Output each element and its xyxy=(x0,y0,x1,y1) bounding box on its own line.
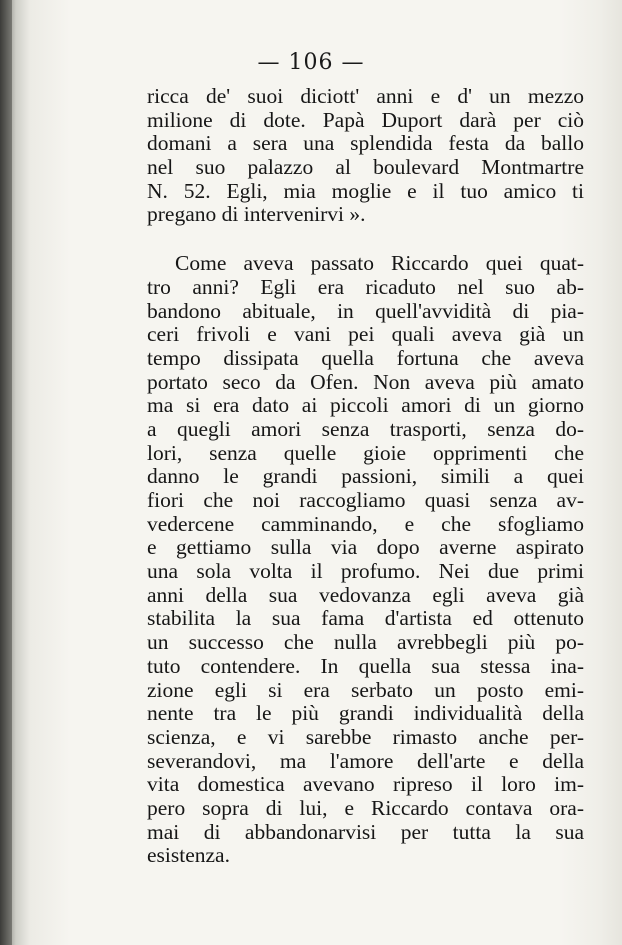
text-line: portato seco da Ofen. Non aveva più amato xyxy=(147,369,584,394)
text-line: N. 52. Egli, mia moglie e il tuo amico ti xyxy=(147,178,584,203)
text-line: ricca de' suoi diciott' anni e d' un mezzo xyxy=(147,84,584,108)
text-line: vita domestica avevano ripreso il loro im- xyxy=(147,772,584,797)
text-line: scienza, e vi sarebbe rimasto anche per- xyxy=(147,724,584,749)
text-line: severandovi, ma l'amore dell'arte e della xyxy=(147,748,584,773)
text-line: ma si era dato ai piccoli amori di un giorno xyxy=(147,393,584,418)
text-line: e gettiamo sulla via dopo averne aspirato xyxy=(147,535,584,560)
text-line: danno le grandi passioni, simili a quei xyxy=(147,464,584,489)
text-line: stabilita la sua fama d'artista ed ottenuto xyxy=(147,606,584,631)
paragraph xyxy=(147,252,584,868)
body-text xyxy=(147,85,584,868)
text-line: zione egli si era serbato un posto emi- xyxy=(147,677,584,702)
text-line: nente tra le più grandi individualità della xyxy=(147,701,584,726)
text-line: Come aveva passato Riccardo quei quat- xyxy=(175,251,584,276)
text-line: ceri frivoli e vani pei quali aveva già un xyxy=(147,322,584,347)
text-line: pero sopra di lui, e Riccardo contava ora- xyxy=(147,795,584,820)
text-line: domani a sera una splendida festa da ballo xyxy=(147,131,584,156)
text-line: pregano di intervenirvi ». xyxy=(147,202,366,227)
text-line: tuto contendere. In quella sua stessa ina- xyxy=(147,653,584,678)
text-line: milione di dote. Papà Duport darà per ciò xyxy=(147,107,584,132)
text-line: bandono abituale, in quell'avvidità di pia- xyxy=(147,298,584,323)
text-line: tro anni? Egli era ricaduto nel suo ab- xyxy=(147,274,584,299)
text-line: tempo dissipata quella fortuna che aveva xyxy=(147,345,584,370)
book-spine-shadow xyxy=(0,0,12,945)
page-number: — 106 — xyxy=(257,50,365,75)
text-line: esistenza. xyxy=(147,843,230,868)
text-line: vedercene camminando, e che sfogliamo xyxy=(147,511,584,536)
paragraph xyxy=(147,85,584,227)
text-line: lori, senza quelle gioie opprimenti che xyxy=(147,440,584,465)
text-line: una sola volta il profumo. Nei due primi xyxy=(147,559,584,584)
text-line: nel suo palazzo al boulevard Montmartre xyxy=(147,155,584,180)
text-line: a quegli amori senza trasporti, senza do- xyxy=(147,416,584,441)
text-line: un successo che nulla avrebbegli più po- xyxy=(147,630,584,655)
text-line: anni della sua vedovanza egli aveva già xyxy=(147,582,584,607)
text-line: mai di abbandonarvisi per tutta la sua xyxy=(147,819,584,844)
text-line: fiori che noi raccogliamo quasi senza av- xyxy=(147,488,584,512)
